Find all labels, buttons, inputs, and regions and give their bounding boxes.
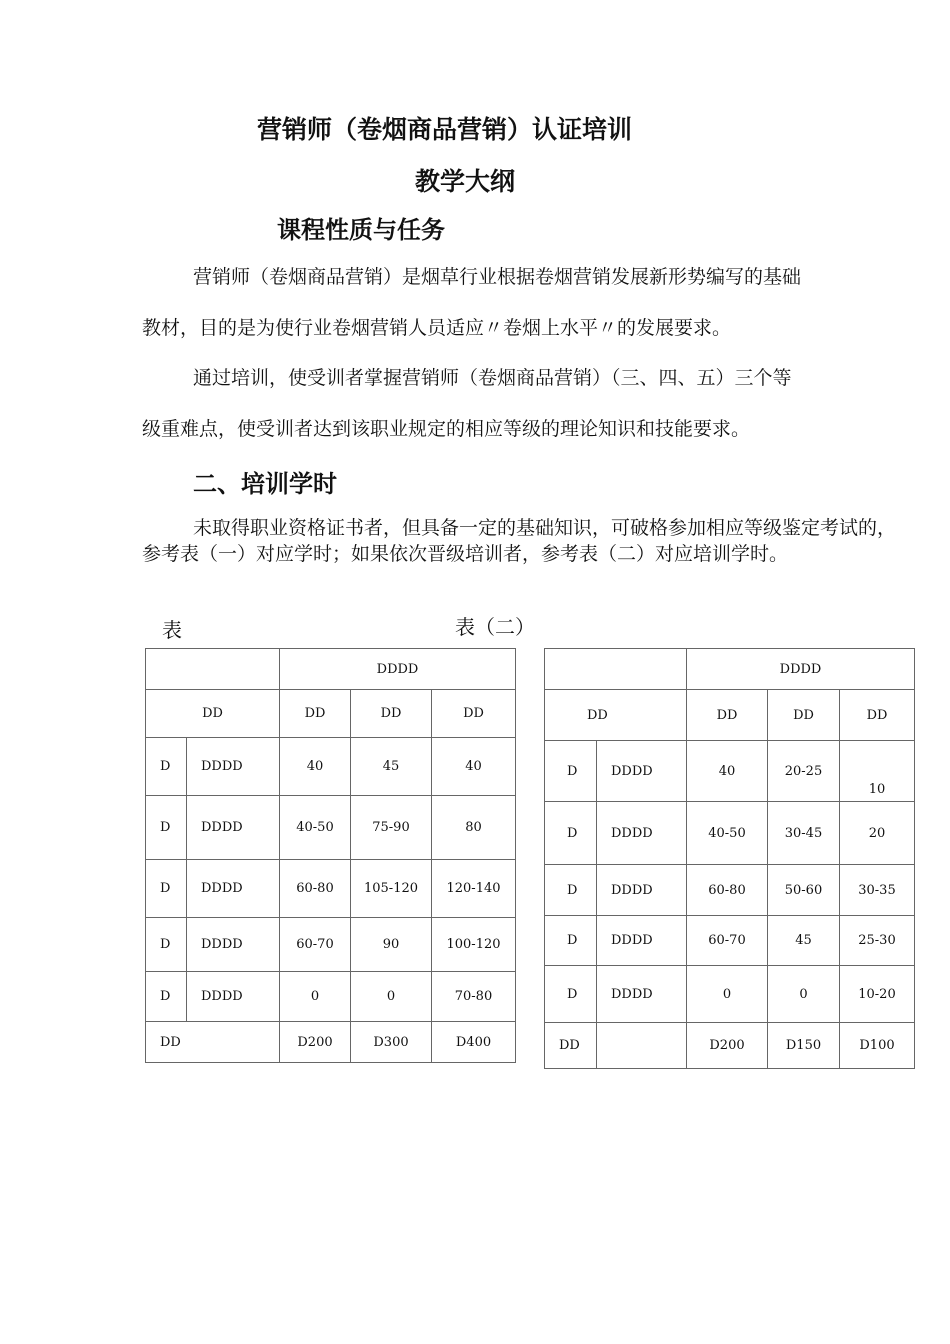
table-cell: D100	[840, 1023, 915, 1069]
row-name: DDDD	[187, 738, 280, 796]
table-cell: 40	[432, 738, 516, 796]
table-row	[545, 916, 915, 966]
table-row	[545, 802, 915, 865]
table-cell: 0	[768, 966, 840, 1023]
table-header-cell: DD	[146, 690, 280, 738]
table1-caption: 表	[162, 618, 182, 642]
table-cell: D150	[768, 1023, 840, 1069]
table-column-header: DD	[768, 690, 840, 741]
table-column-header: DD	[432, 690, 516, 738]
section-heading-training-hours: 二、培训学时	[193, 470, 337, 498]
table-1	[145, 648, 516, 1063]
table-cell: 45	[351, 738, 432, 796]
row-number: D	[545, 966, 597, 1023]
table-column-header: DD	[840, 690, 915, 741]
row-name: DDDD	[597, 741, 687, 802]
table-row	[545, 741, 915, 802]
row-name: DDDD	[597, 916, 687, 966]
row-name: DDDD	[187, 972, 280, 1022]
table-column-header: DD	[351, 690, 432, 738]
document-title: 营销师（卷烟商品营销）认证培训	[257, 115, 633, 144]
row-name: DDDD	[187, 796, 280, 860]
table-cell: 90	[351, 918, 432, 972]
table-row	[146, 918, 516, 972]
row-number: D	[146, 860, 187, 918]
row-name: DDDD	[187, 918, 280, 972]
table-cell: 0	[687, 966, 768, 1023]
table-cell: 40	[280, 738, 351, 796]
table-cell: 40-50	[280, 796, 351, 860]
total-label: DD	[146, 1022, 280, 1063]
table-cell: 100-120	[432, 918, 516, 972]
document-subtitle: 教学大纲	[415, 167, 516, 196]
table-header-cell: DD	[545, 690, 687, 741]
table-total-row	[545, 1023, 915, 1069]
table-cell: 0	[280, 972, 351, 1022]
table-column-header: DD	[280, 690, 351, 738]
table-cell: 10	[840, 741, 915, 802]
table-cell: 0	[351, 972, 432, 1022]
table-cell: 40-50	[687, 802, 768, 865]
table2-caption: 表（二）	[455, 615, 535, 639]
table-row	[545, 966, 915, 1023]
table-cell: 20-25	[768, 741, 840, 802]
row-number: D	[545, 802, 597, 865]
table-cell: D300	[351, 1022, 432, 1063]
row-name: DDDD	[597, 966, 687, 1023]
table-cell: 20	[840, 802, 915, 865]
row-name: DDDD	[597, 802, 687, 865]
paragraph-line: 级重难点，使受训者达到该职业规定的相应等级的理论知识和技能要求。	[142, 418, 751, 440]
table-cell: 45	[768, 916, 840, 966]
row-number: D	[545, 741, 597, 802]
table-cell-empty	[545, 649, 687, 690]
paragraph-line: 教材，目的是为使行业卷烟营销人员适应〃卷烟上水平〃的发展要求。	[142, 317, 732, 339]
table-group-header: DDDD	[687, 649, 915, 690]
table-cell: 60-80	[687, 865, 768, 916]
row-number: D	[146, 972, 187, 1022]
table-cell: 40	[687, 741, 768, 802]
table-cell-empty	[597, 1023, 687, 1069]
table-row	[146, 738, 516, 796]
table-cell: 60-80	[280, 860, 351, 918]
table-column-header: DD	[687, 690, 768, 741]
table-row	[146, 860, 516, 918]
row-number: D	[146, 796, 187, 860]
table-row	[146, 796, 516, 860]
table-cell: 50-60	[768, 865, 840, 916]
table-cell: D200	[687, 1023, 768, 1069]
paragraph-training-hours: 未取得职业资格证书者，但具备一定的基础知识，可破格参加相应等级鉴定考试的，参考表（一）对应学时；如果依次晋级培训者，参考表（二）对应培训学时。	[142, 517, 897, 565]
row-number: D	[545, 865, 597, 916]
table-cell: 30-45	[768, 802, 840, 865]
table-cell: 105-120	[351, 860, 432, 918]
row-name: DDDD	[597, 865, 687, 916]
row-number: D	[146, 918, 187, 972]
row-number: D	[146, 738, 187, 796]
table-row	[545, 865, 915, 916]
table-group-header: DDDD	[280, 649, 516, 690]
table-cell: 60-70	[280, 918, 351, 972]
paragraph-line: 营销师（卷烟商品营销）是烟草行业根据卷烟营销发展新形势编写的基础	[193, 266, 802, 288]
table-cell: 10-20	[840, 966, 915, 1023]
table-row	[146, 972, 516, 1022]
table-cell: 25-30	[840, 916, 915, 966]
total-label: DD	[545, 1023, 597, 1069]
table-cell: D200	[280, 1022, 351, 1063]
row-name: DDDD	[187, 860, 280, 918]
paragraph-line: 通过培训，使受训者掌握营销师（卷烟商品营销）（三、四、五）三个等	[193, 367, 792, 389]
table-total-row	[146, 1022, 516, 1063]
table-cell-empty	[146, 649, 280, 690]
table-cell: D400	[432, 1022, 516, 1063]
table-cell: 30-35	[840, 865, 915, 916]
table-cell: 120-140	[432, 860, 516, 918]
table-cell: 75-90	[351, 796, 432, 860]
section-heading-course-nature: 课程性质与任务	[277, 216, 445, 244]
row-number: D	[545, 916, 597, 966]
table-cell: 60-70	[687, 916, 768, 966]
table-cell: 80	[432, 796, 516, 860]
table-cell: 70-80	[432, 972, 516, 1022]
table-2	[544, 648, 915, 1069]
